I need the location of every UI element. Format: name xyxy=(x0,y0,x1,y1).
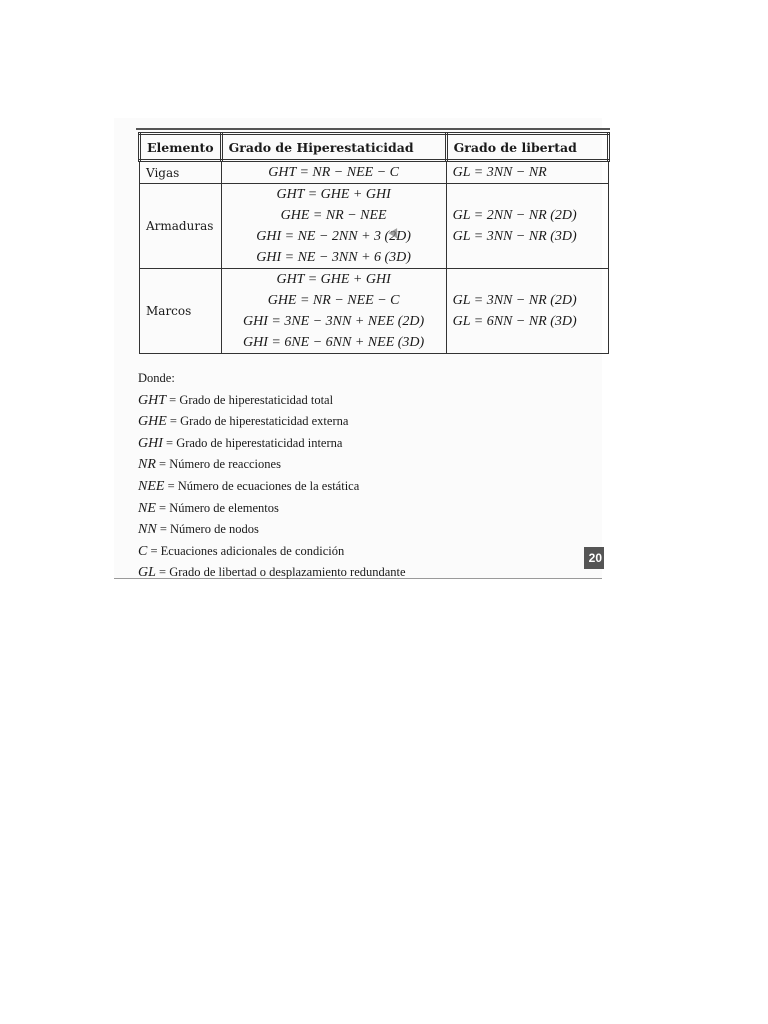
formula: GHT = NR − NEE − C xyxy=(268,165,399,180)
formula: GL = 3NN − NR (2D) xyxy=(452,293,577,308)
legend-text: = Número de ecuaciones de la estática xyxy=(164,478,360,493)
hyperstaticity-table xyxy=(138,132,610,354)
legend-item xyxy=(138,498,578,520)
legend-item xyxy=(138,433,578,455)
table-row xyxy=(140,184,609,269)
legend-symbol: C xyxy=(138,543,148,559)
legend-item xyxy=(138,411,578,433)
formula: GL = 3NN − NR xyxy=(452,165,547,180)
formula: GL = 6NN − NR (3D) xyxy=(452,314,577,329)
legend-text: = Número de nodos xyxy=(156,522,259,537)
legend-item xyxy=(138,519,578,541)
legend-text: = Ecuaciones adicionales de condición xyxy=(147,543,345,558)
row-libertad xyxy=(446,161,608,184)
row-hiper xyxy=(221,161,446,184)
formula: GHI = NE − 3NN + 6 (3D) xyxy=(256,250,411,265)
formula: GHI = 6NE − 6NN + NEE (3D) xyxy=(243,335,425,350)
legend-item xyxy=(138,454,578,476)
legend-text: = Número de reacciones xyxy=(155,457,281,472)
row-hiper xyxy=(221,269,446,354)
row-libertad xyxy=(446,184,608,269)
legend-item xyxy=(138,541,578,563)
legend xyxy=(138,368,578,584)
row-libertad xyxy=(446,269,608,354)
legend-symbol: NN xyxy=(138,522,157,538)
page-number: 20 xyxy=(584,547,604,569)
legend-symbol: GHT xyxy=(138,392,167,408)
legend-symbol: GL xyxy=(138,565,156,581)
legend-item xyxy=(138,390,578,412)
table-row xyxy=(140,269,609,354)
legend-text: = Grado de hiperestaticidad total xyxy=(166,392,334,407)
table-header-row xyxy=(140,134,609,161)
legend-symbol: NEE xyxy=(138,478,165,494)
legend-symbol: GHI xyxy=(138,435,163,451)
row-element: Marcos xyxy=(140,269,222,354)
header-libertad: Grado de libertad xyxy=(446,134,608,161)
legend-symbol: GHE xyxy=(138,414,167,430)
formula: GHE = NR − NEE − C xyxy=(267,293,400,308)
formula: GHT = GHE + GHI xyxy=(276,272,391,287)
formula: GL = 2NN − NR (2D) xyxy=(452,208,577,223)
header-hiperestaticidad: Grado de Hiperestaticidad xyxy=(221,134,446,161)
row-hiper xyxy=(221,184,446,269)
document-screenshot xyxy=(114,118,602,579)
formula: GHE = NR − NEE xyxy=(280,208,387,223)
legend-symbol: NE xyxy=(138,500,156,516)
header-elemento: Elemento xyxy=(140,134,222,161)
formula: GHT = GHE + GHI xyxy=(276,187,391,202)
row-element: Armaduras xyxy=(140,184,222,269)
legend-intro: Donde: xyxy=(138,371,175,385)
legend-text: = Grado de hiperestaticidad interna xyxy=(162,435,343,450)
legend-text: = Grado de libertad o desplazamiento redundante xyxy=(155,565,406,580)
formula: GHI = 3NE − 3NN + NEE (2D) xyxy=(243,314,425,329)
legend-text: = Grado de hiperestaticidad externa xyxy=(166,414,349,429)
legend-item xyxy=(138,562,578,584)
formula: GL = 3NN − NR (3D) xyxy=(452,229,577,244)
row-element: Vigas xyxy=(140,161,222,184)
table-row xyxy=(140,161,609,184)
legend-symbol: NR xyxy=(138,457,156,473)
top-rule xyxy=(136,128,610,130)
legend-text: = Número de elementos xyxy=(155,500,279,515)
legend-item xyxy=(138,476,578,498)
formula: GHI = NE − 2NN + 3 (2D) xyxy=(256,229,411,244)
